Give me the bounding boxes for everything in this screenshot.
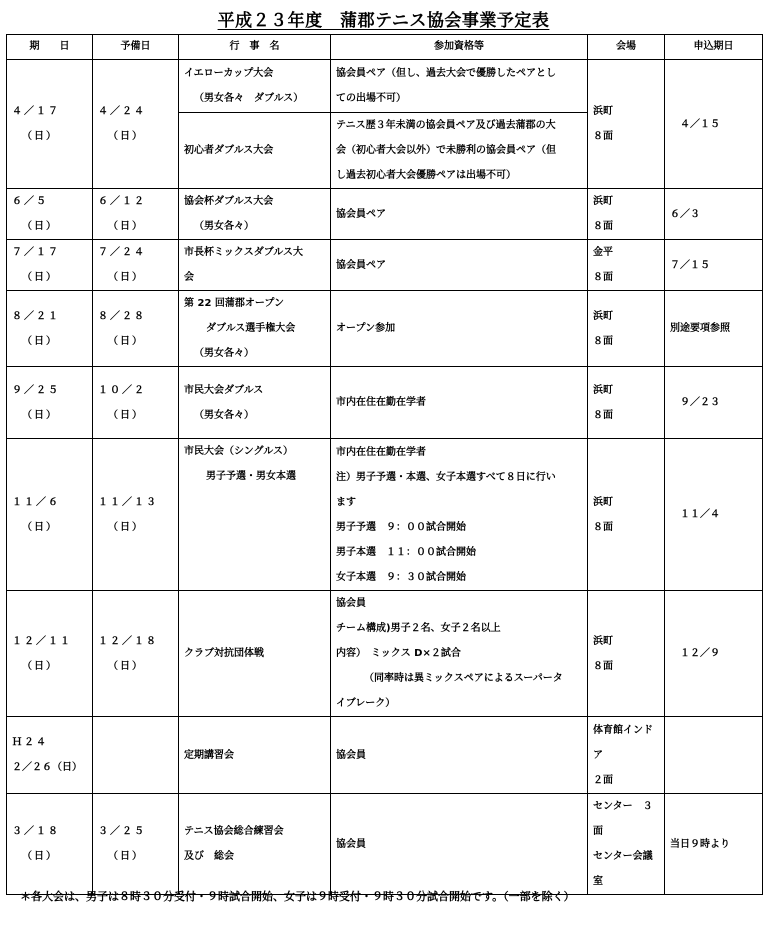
eligibility-cell: 協会員 xyxy=(331,794,588,895)
venue-cell: 浜町 ８面 xyxy=(588,439,665,591)
date-cell: Ｈ２４ ２／２６（日） xyxy=(7,717,93,794)
event-name-cell: イエローカップ大会 （男女各々 ダブルス） xyxy=(179,60,331,113)
page-title: 平成２３年度 蒲郡テニス協会事業予定表 xyxy=(217,11,550,31)
venue-cell: センター ３ 面 センター会議 室 xyxy=(588,794,665,895)
date-cell: ３／１８ （日） xyxy=(7,794,93,895)
alt-date-cell: ３／２５ （日） xyxy=(93,794,179,895)
date-cell: １２／１１ （日） xyxy=(7,591,93,717)
eligibility-cell: テニス歴３年未満の協会員ペア及び過去蒲郡の大 会（初心者大会以外）で未勝利の協会員ペア（但 し過去初心者大会優勝ペアは出場不可） xyxy=(331,113,588,189)
eligibility-cell: 協会員 xyxy=(331,717,588,794)
eligibility-cell: 市内在住在勤在学者 xyxy=(331,367,588,439)
event-name-cell: テニス協会総合練習会 及び 総会 xyxy=(179,794,331,895)
event-name-cell: 市長杯ミックスダブルス大 会 xyxy=(179,240,331,291)
header-deadline: 申込期日 xyxy=(665,35,763,60)
alt-date-cell: ７／２４ （日） xyxy=(93,240,179,291)
event-name-cell: 協会杯ダブルス大会 （男女各々） xyxy=(179,189,331,240)
eligibility-cell: 市内在住在勤在学者 注）男子予選・本選、女子本選すべて８日に行い ます 男子予選 ９：００試合開始 男子本選 １１：００試合開始 女子本選 ９：３０試合開始 xyxy=(331,439,588,591)
deadline-cell: １２／９ xyxy=(665,591,763,717)
table-row xyxy=(7,794,763,895)
header-row xyxy=(7,35,763,60)
header-alt-date: 予備日 xyxy=(93,35,179,60)
alt-date-cell: １１／１３ （日） xyxy=(93,439,179,591)
venue-cell: 浜町 ８面 xyxy=(588,591,665,717)
event-name-cell: 初心者ダブルス大会 xyxy=(179,113,331,189)
table-row xyxy=(7,591,763,717)
eligibility-cell: 協会員 チーム構成)男子２名、女子２名以上 内容） ミックス D×２試合 （同率時は異ミックスペアによるスーパータ イブレーク） xyxy=(331,591,588,717)
table-row xyxy=(7,291,763,367)
event-name-cell: 第 22 回蒲郡オープン ダブルス選手権大会 （男女各々） xyxy=(179,291,331,367)
date-cell: １１／６ （日） xyxy=(7,439,93,591)
venue-cell: 浜町 ８面 xyxy=(588,367,665,439)
deadline-cell: １１／４ xyxy=(665,439,763,591)
schedule-table xyxy=(6,34,763,895)
eligibility-cell: 協会員ペア xyxy=(331,189,588,240)
venue-cell: 浜町 ８面 xyxy=(588,60,665,189)
date-cell: ８／２１ （日） xyxy=(7,291,93,367)
event-name-cell: 定期講習会 xyxy=(179,717,331,794)
alt-date-cell xyxy=(93,717,179,794)
date-cell: ４／１７ （日） xyxy=(7,60,93,189)
table-row xyxy=(7,439,763,591)
table-row xyxy=(7,60,763,113)
header-eligibility: 参加資格等 xyxy=(331,35,588,60)
eligibility-cell: 協会員ペア xyxy=(331,240,588,291)
alt-date-cell: ６／１２ （日） xyxy=(93,189,179,240)
date-cell: ７／１７ （日） xyxy=(7,240,93,291)
header-venue: 会場 xyxy=(588,35,665,60)
table-row xyxy=(7,189,763,240)
deadline-cell: ４／１５ xyxy=(665,60,763,189)
eligibility-cell: オープン参加 xyxy=(331,291,588,367)
deadline-cell: 当日９時より xyxy=(665,794,763,895)
venue-cell: 金平 ８面 xyxy=(588,240,665,291)
deadline-cell: 別途要項参照 xyxy=(665,291,763,367)
venue-cell: 浜町 ８面 xyxy=(588,189,665,240)
date-cell: ９／２５ （日） xyxy=(7,367,93,439)
event-name-cell: 市民大会ダブルス （男女各々） xyxy=(179,367,331,439)
table-row xyxy=(7,240,763,291)
table-row xyxy=(7,367,763,439)
deadline-cell: ９／２３ xyxy=(665,367,763,439)
event-name-cell: 市民大会（シングルス） 男子予選・男女本選 xyxy=(179,439,331,591)
deadline-cell xyxy=(665,717,763,794)
alt-date-cell: １０／２ （日） xyxy=(93,367,179,439)
alt-date-cell: ８／２８ （日） xyxy=(93,291,179,367)
deadline-cell: ６／３ xyxy=(665,189,763,240)
header-date: 期 日 xyxy=(7,35,93,60)
event-name-cell: クラブ対抗団体戦 xyxy=(179,591,331,717)
deadline-cell: ７／１５ xyxy=(665,240,763,291)
date-cell: ６／５ （日） xyxy=(7,189,93,240)
table-row xyxy=(7,717,763,794)
footnote: ＊各大会は、男子は８時３０分受付・９時試合開始、女子は９時受付・９時３０分試合開始です。（一部を除く） xyxy=(20,890,575,903)
header-event: 行 事 名 xyxy=(179,35,331,60)
eligibility-cell: 協会員ペア（但し、過去大会で優勝したペアとし ての出場不可） xyxy=(331,60,588,113)
venue-cell: 体育館インド ア ２面 xyxy=(588,717,665,794)
alt-date-cell: １２／１８ （日） xyxy=(93,591,179,717)
venue-cell: 浜町 ８面 xyxy=(588,291,665,367)
alt-date-cell: ４／２４ （日） xyxy=(93,60,179,189)
